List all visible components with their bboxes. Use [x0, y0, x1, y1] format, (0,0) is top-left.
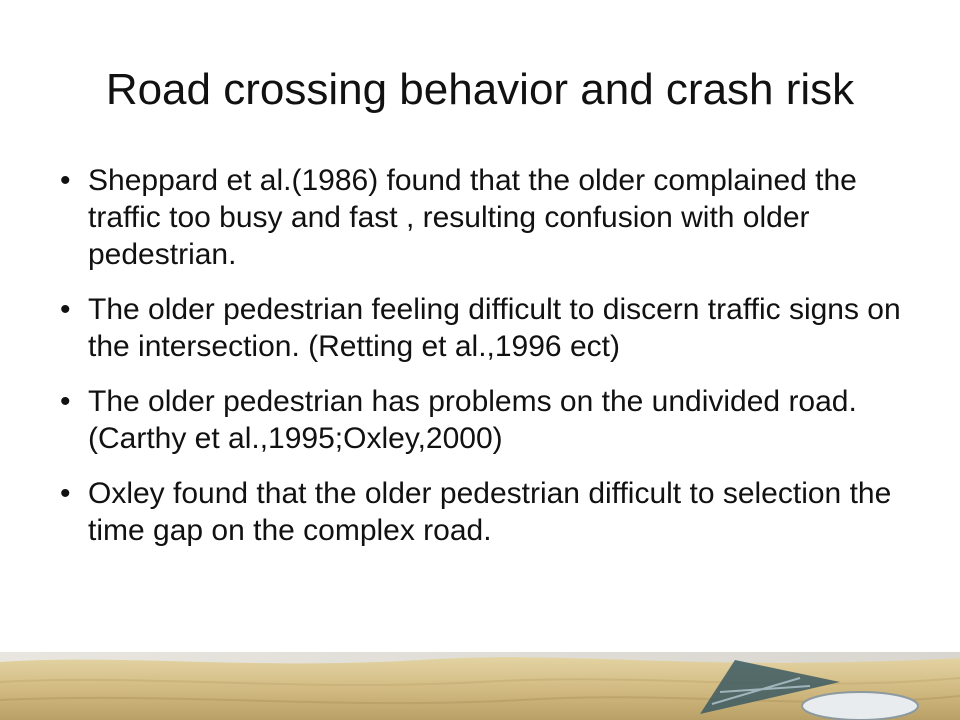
bullet-text: Oxley found that the older pedestrian difficult to selection the time gap on the complex road.: [88, 477, 892, 547]
bullet-item: [60, 291, 920, 365]
bullet-item: [60, 475, 920, 549]
bullet-text: The older pedestrian feeling difficult to discern traffic signs on the intersection. (Retting et al.,1996 ect): [88, 293, 901, 363]
bullet-text: The older pedestrian has problems on the undivided road. (Carthy et al.,1995;Oxley,2000): [88, 385, 857, 455]
bullet-marker: •: [60, 477, 71, 510]
desert-windsurf-image: [0, 652, 960, 720]
bullet-marker: •: [60, 385, 71, 418]
slide-title: Road crossing behavior and crash risk: [105, 65, 855, 114]
bullet-text: Sheppard et al.(1986) found that the older complained the traffic too busy and fast , resulting confusion with older pedestrian.: [88, 164, 857, 271]
bullet-list: [60, 162, 920, 567]
bullet-marker: •: [60, 164, 71, 197]
bullet-marker: •: [60, 293, 71, 326]
bullet-item: [60, 162, 920, 273]
sailboard: [802, 692, 918, 720]
bullet-item: [60, 383, 920, 457]
